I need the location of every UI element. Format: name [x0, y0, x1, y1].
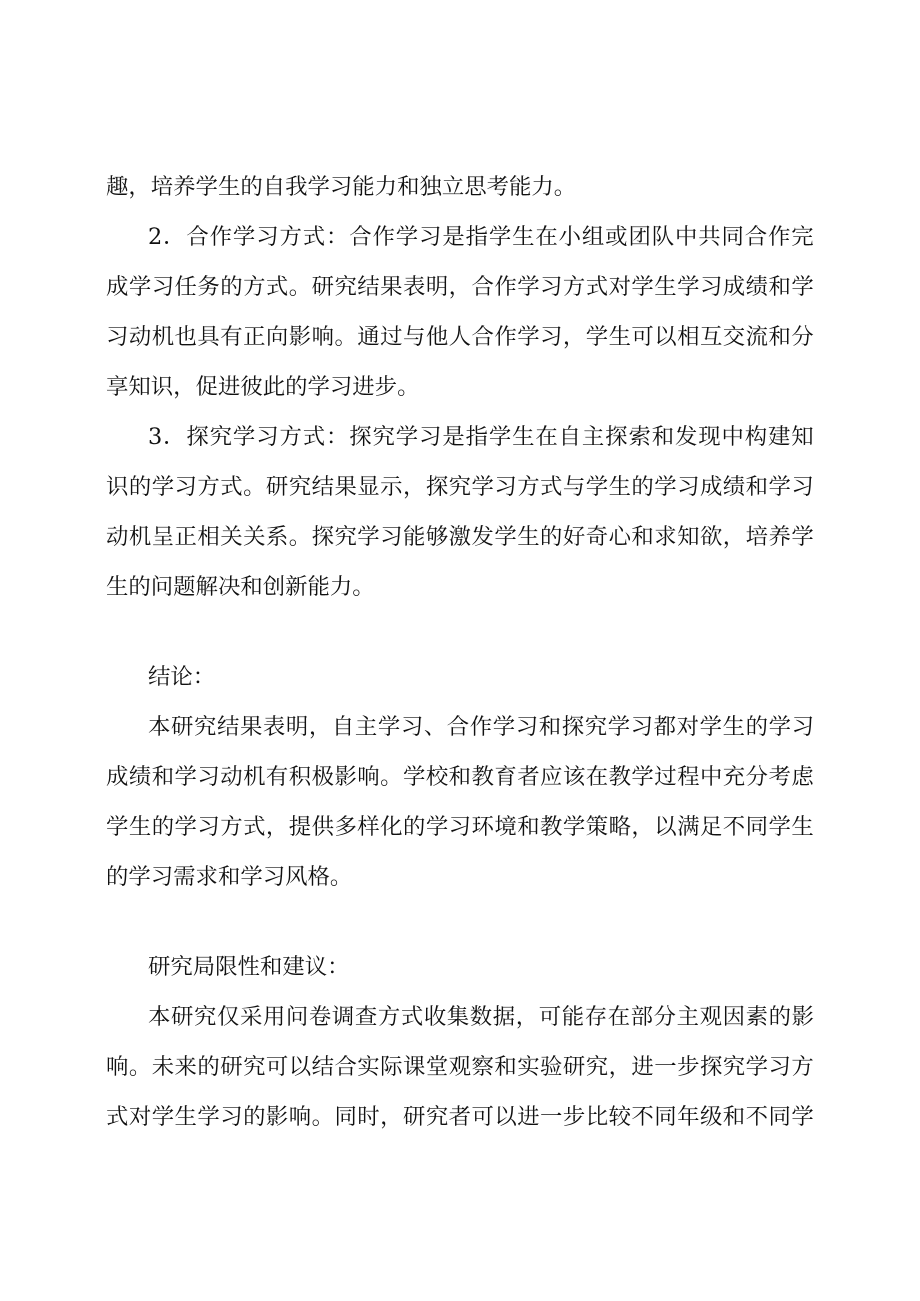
body-text-line: 本 研 究 仅 采 用 问 卷 调 查 方 式 收 集 数 据 ， 可 能 存 在 部 分 主 观 因 素 的 影: [148, 1004, 814, 1030]
list-item-inquiry-learning: 3 ． 探 究 学 习 方 式 ： 探 究 学 习 是 指 学 生 在 自 主 探 索 和 发 现 中 构 建 知: [148, 424, 814, 450]
body-text-line: 享知识，促进彼此的学习进步。: [106, 374, 420, 400]
body-text-line: 趣，培养学生的自我学习能力和独立思考能力。: [106, 174, 577, 200]
section-heading-limitations: 研究局限性和建议：: [148, 954, 350, 980]
body-text-line: 式 对 学 生 学 习 的 影 响 。 同 时 ， 研 究 者 可 以 进 一 步 比 较 不 同 年 级 和 不 同 学: [106, 1104, 814, 1130]
list-item-cooperative-learning: 2 ． 合 作 学 习 方 式 ： 合 作 学 习 是 指 学 生 在 小 组 或 团 队 中 共 同 合 作 完: [148, 224, 814, 250]
section-heading-conclusion: 结论：: [148, 664, 216, 690]
body-text-line: 习 动 机 也 具 有 正 向 影 响 。 通 过 与 他 人 合 作 学 习 ， 学 生 可 以 相 互 交 流 和 分: [106, 324, 814, 350]
body-text-line: 识 的 学 习 方 式 。 研 究 结 果 显 示 ， 探 究 学 习 方 式 与 学 生 的 学 习 成 绩 和 学 习: [106, 474, 814, 500]
body-text-line: 的学习需求和学习风格。: [106, 864, 353, 890]
body-text-line: 学 生 的 学 习 方 式 ， 提 供 多 样 化 的 学 习 环 境 和 教 学 策 略 ， 以 满 足 不 同 学 生: [106, 814, 814, 840]
body-text-line: 动 机 呈 正 相 关 关 系 。 探 究 学 习 能 够 激 发 学 生 的 好 奇 心 和 求 知 欲 ， 培 养 学: [106, 524, 814, 550]
body-text-line: 成 绩 和 学 习 动 机 有 积 极 影 响 。 学 校 和 教 育 者 应 该 在 教 学 过 程 中 充 分 考 虑: [106, 764, 814, 790]
body-text-line: 本 研 究 结 果 表 明 ， 自 主 学 习 、 合 作 学 习 和 探 究 学 习 都 对 学 生 的 学 习: [148, 714, 814, 740]
body-text-line: 生的问题解决和创新能力。: [106, 574, 375, 600]
body-text-line: 成 学 习 任 务 的 方 式 。 研 究 结 果 表 明 ， 合 作 学 习 方 式 对 学 生 学 习 成 绩 和 学: [106, 274, 814, 300]
body-text-line: 响 。 未 来 的 研 究 可 以 结 合 实 际 课 堂 观 察 和 实 验 研 究 ， 进 一 步 探 究 学 习 方: [106, 1054, 814, 1080]
